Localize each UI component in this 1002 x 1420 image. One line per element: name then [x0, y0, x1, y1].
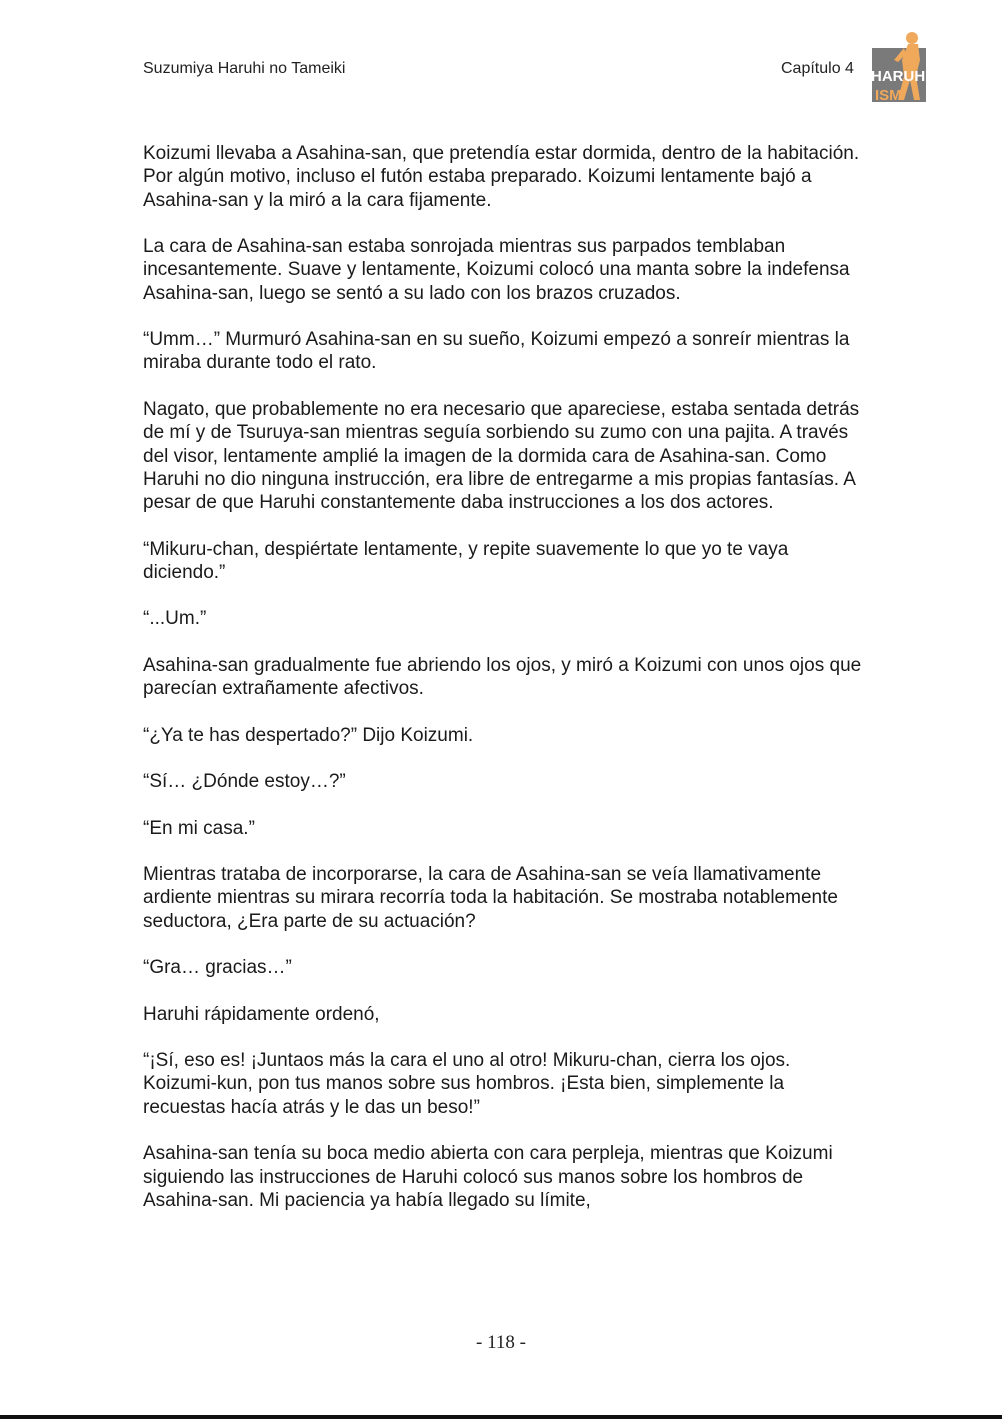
- paragraph: Asahina-san gradualmente fue abriendo los ojos, y miró a Koizumi con unos ojos que parecían extrañamente afectivos.: [143, 654, 862, 700]
- paragraph: “Sí… ¿Dónde estoy…?”: [143, 771, 346, 793]
- paragraph: Koizumi llevaba a Asahina-san, que pretendía estar dormida, dentro de la habitación. Por algún motivo, incluso el futón estaba preparado. Koizumi lentamente bajó a Asahina-san y la miró a la cara fijamente.: [143, 143, 860, 211]
- paragraph: “¿Ya te has despertado?” Dijo Koizumi.: [143, 724, 474, 746]
- paragraph: “...Um.”: [143, 608, 207, 630]
- paragraph: Mientras trataba de incorporarse, la cara de Asahina-san se veía llamativamente ardiente mientras su mirara recorría toda la habitación. Se mostraba notablemente seductora, ¿Era parte de su actuación?: [143, 864, 838, 932]
- paragraph: Haruhi rápidamente ordenó,: [143, 1003, 380, 1025]
- paragraph: Nagato, que probablemente no era necesario que apareciese, estaba sentada detrás de mí y de Tsuruya-san mientras seguía sorbiendo su zumo con una pajita. A través del visor, lentamente amplié la imagen de la dormida cara de Asahina-san. Como Haruhi no dio ninguna instrucción, era libre de entregarme a mis propias fantasías. A pesar de que Haruhi constantemente daba instrucciones a los dos actores.: [143, 398, 860, 514]
- body-text: [143, 142, 863, 1235]
- haruhiism-logo: [870, 30, 928, 104]
- logo-text-bottom: ISM: [875, 87, 902, 104]
- haruhiism-logo-graphic: [870, 30, 928, 104]
- paragraph: La cara de Asahina-san estaba sonrojada mientras sus parpados temblaban incesantemente. Suave y lentamente, Koizumi colocó una manta sobre la indefensa Asahina-san, luego se sentó a su lado con los brazos cruzados.: [143, 236, 850, 304]
- chapter-label: Capítulo 4: [781, 60, 854, 77]
- paragraph: “¡Sí, eso es! ¡Juntaos más la cara el uno al otro! Mikuru-chan, cierra los ojos. Koizumi-kun, pon tus manos sobre sus hombros. ¡Esta bien, simplemente la recuestas hacía atrás y le das un beso!”: [143, 1050, 791, 1118]
- paragraph: “Umm…” Murmuró Asahina-san en su sueño, Koizumi empezó a sonreír mientras la miraba durante todo el rato.: [143, 329, 850, 374]
- paragraph: “Gra… gracias…”: [143, 957, 292, 979]
- paragraph: Asahina-san tenía su boca medio abierta con cara perpleja, mientras que Koizumi siguiendo las instrucciones de Haruhi colocó sus manos sobre los hombros de Asahina-san. Mi paciencia ya había llegado su límite,: [143, 1143, 833, 1211]
- logo-text-top: HARUHI: [871, 68, 928, 85]
- bottom-rule: [0, 1415, 1002, 1419]
- book-title: Suzumiya Haruhi no Tameiki: [143, 60, 346, 77]
- paragraph: “Mikuru-chan, despiértate lentamente, y repite suavemente lo que yo te vaya diciendo.”: [143, 538, 789, 583]
- paragraph: “En mi casa.”: [143, 817, 255, 839]
- page-number: - 118 -: [476, 1332, 526, 1353]
